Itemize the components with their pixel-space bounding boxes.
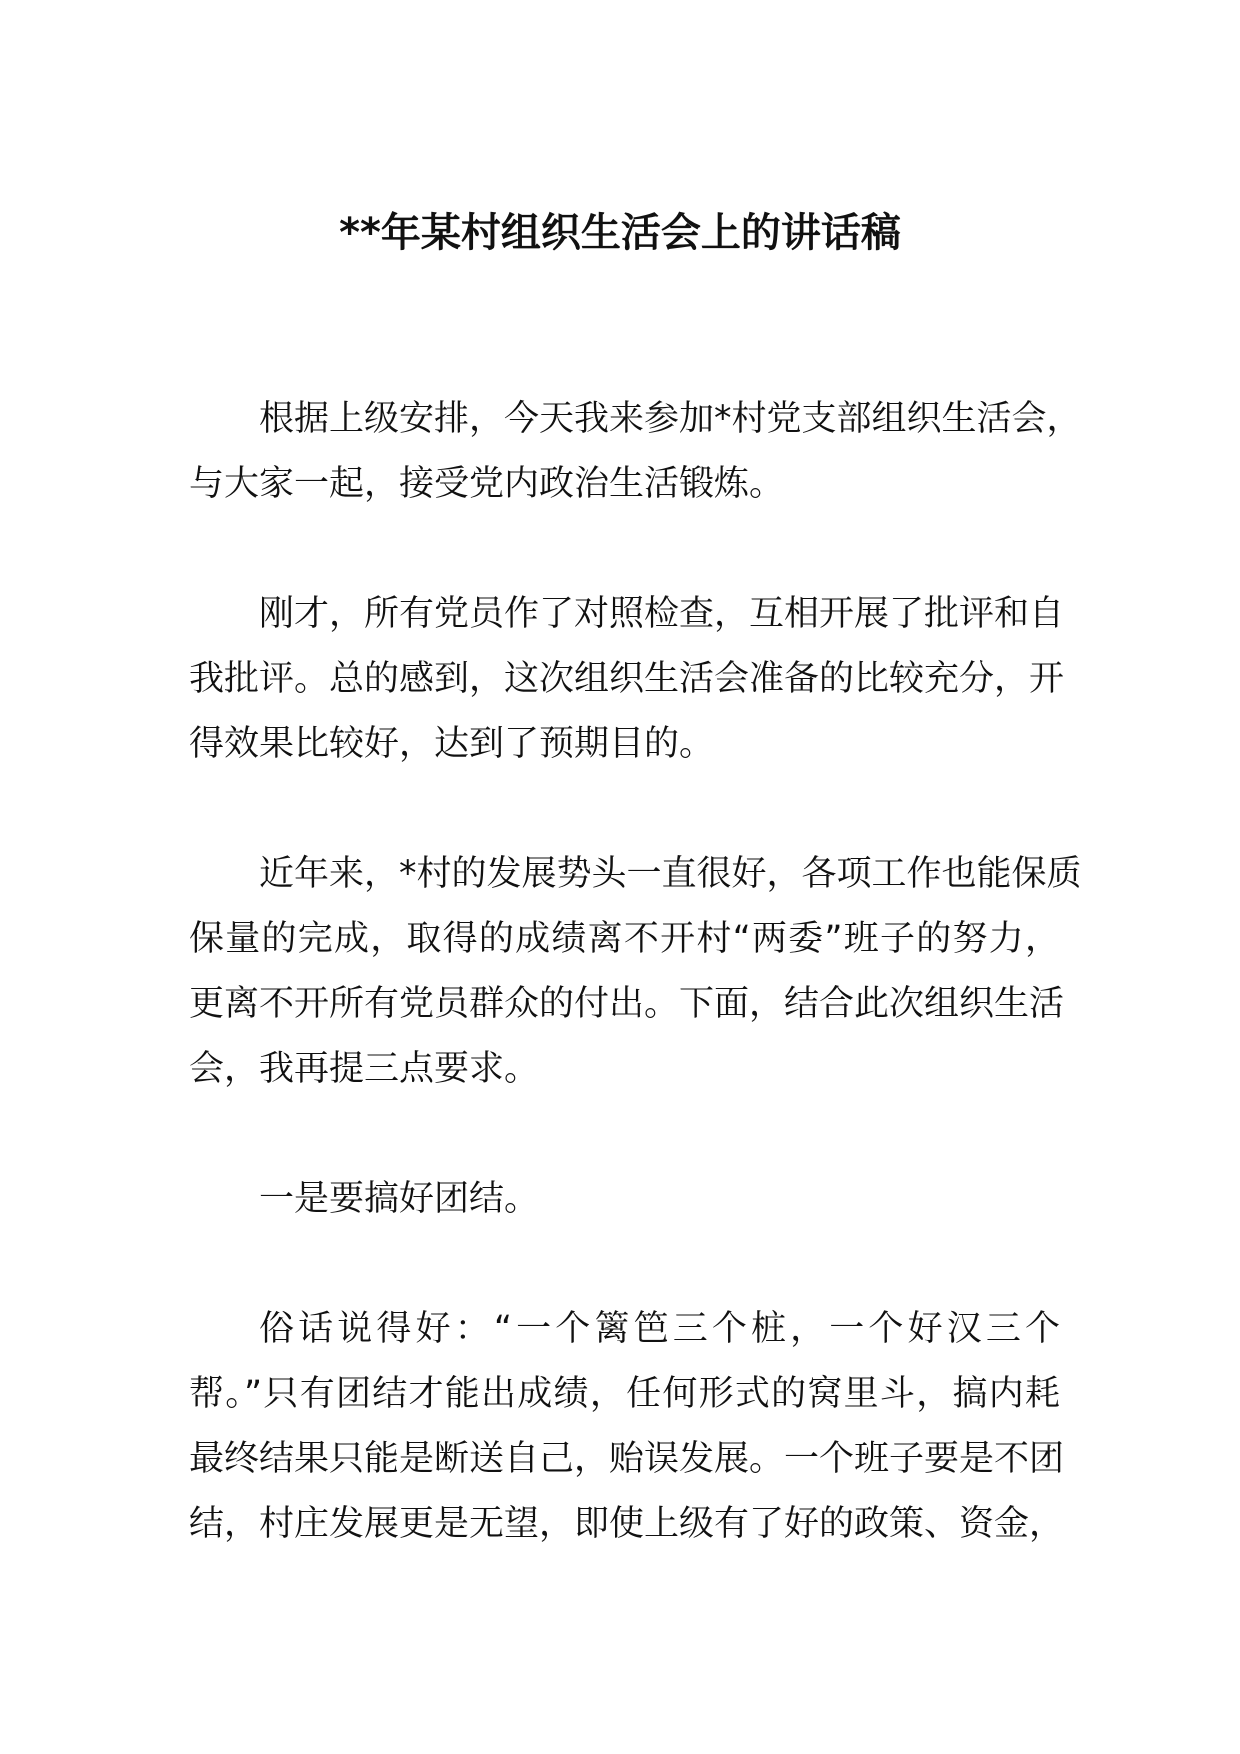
paragraph: [189, 387, 1082, 517]
paragraph-line: 根据上级安排，今天我来参加*村党支部组织生活会，: [259, 399, 1082, 439]
paragraph-line: 会，我再提三点要求。: [189, 1049, 540, 1089]
paragraph-line: 保量的完成，取得的成绩离不开村“两委”班子的努力，: [189, 919, 1060, 959]
paragraph-line: 得效果比较好，达到了预期目的。: [189, 724, 715, 764]
paragraph-line: 与大家一起，接受党内政治生活锻炼。: [189, 464, 785, 504]
paragraph: [189, 582, 1065, 777]
paragraph-line: 刚才，所有党员作了对照检查，互相开展了批评和自: [259, 594, 1065, 634]
paragraph-line: 更离不开所有党员群众的付出。下面，结合此次组织生活: [189, 984, 1065, 1024]
paragraph-line: 结，村庄发展更是无望，即使上级有了好的政策、资金，: [189, 1504, 1065, 1544]
paragraph-line: 近年来，*村的发展势头一直很好，各项工作也能保质: [259, 854, 1082, 894]
document-body: [189, 387, 1082, 1622]
document-title: **年某村组织生活会上的讲话稿: [339, 210, 901, 256]
paragraph: [189, 1167, 1060, 1232]
paragraph-line: 帮。”只有团结才能出成绩，任何形式的窝里斗，搞内耗: [189, 1374, 1060, 1414]
paragraph: [189, 842, 1082, 1102]
paragraph-line: 俗话说得好：“一个篱笆三个桩，一个好汉三个: [259, 1309, 1060, 1349]
paragraph-line: 一是要搞好团结。: [259, 1179, 540, 1219]
paragraph-line: 最终结果只能是断送自己，贻误发展。一个班子要是不团: [189, 1439, 1065, 1479]
paragraph: [189, 1297, 1065, 1557]
paragraph-line: 我批评。总的感到，这次组织生活会准备的比较充分，开: [189, 659, 1065, 699]
